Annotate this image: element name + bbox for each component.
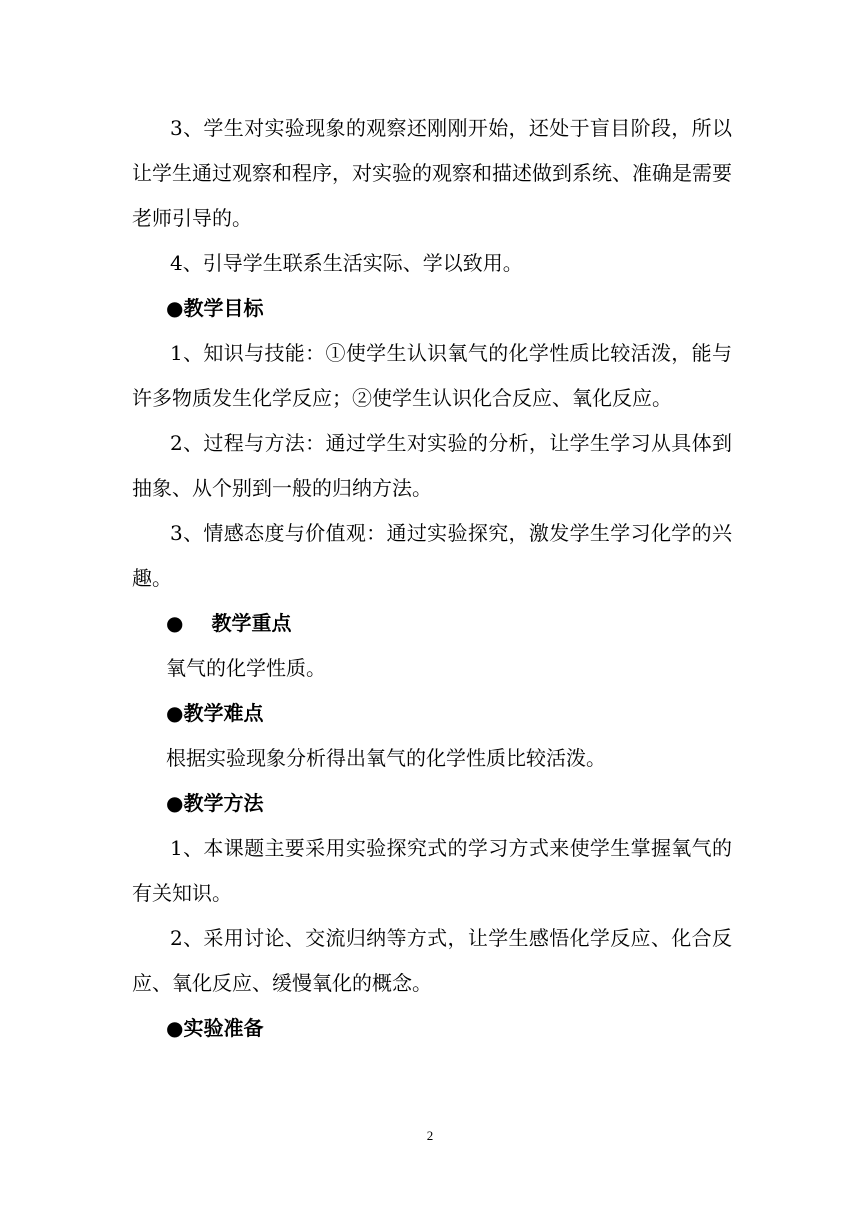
paragraph-method-2: 2、采用讨论、交流归纳等方式，让学生感悟化学反应、化合反应、氧化反应、缓慢氧化的概念。 <box>132 926 732 995</box>
heading-teaching-focus-label: 教学重点 <box>211 611 292 635</box>
bullet-icon: ● <box>166 611 184 635</box>
heading-teaching-goals: ●教学目标 <box>166 296 264 320</box>
paragraph-goal-knowledge: 1、知识与技能：①使学生认识氧气的化学性质比较活泼，能与许多物质发生化学反应；②使学生认识化合反应、氧化反应。 <box>132 341 732 410</box>
page-body <box>132 106 732 1051</box>
paragraph-method-1: 1、本课题主要采用实验探究式的学习方式来使学生掌握氧气的有关知识。 <box>132 836 732 905</box>
paragraph-apply-to-life: 4、引导学生联系生活实际、学以致用。 <box>170 251 523 275</box>
heading-experiment-prep: ●实验准备 <box>166 1016 264 1040</box>
heading-teaching-methods: ●教学方法 <box>166 791 264 815</box>
paragraph-observation: 3、学生对实验现象的观察还刚刚开始，还处于盲目阶段，所以让学生通过观察和程序，对实验的观察和描述做到系统、准确是需要老师引导的。 <box>132 116 732 230</box>
paragraph-goal-attitude: 3、情感态度与价值观：通过实验探究，激发学生学习化学的兴趣。 <box>132 521 732 590</box>
paragraph-goal-process: 2、过程与方法：通过学生对实验的分析，让学生学习从具体到抽象、从个别到一般的归纳方法。 <box>132 431 732 500</box>
heading-teaching-focus <box>132 601 732 646</box>
heading-teaching-difficulty: ●教学难点 <box>166 701 264 725</box>
paragraph-focus-content: 氧气的化学性质。 <box>166 656 326 680</box>
page-number: 2 <box>426 1128 434 1143</box>
paragraph-difficulty-content: 根据实验现象分析得出氧气的化学性质比较活泼。 <box>166 746 606 770</box>
